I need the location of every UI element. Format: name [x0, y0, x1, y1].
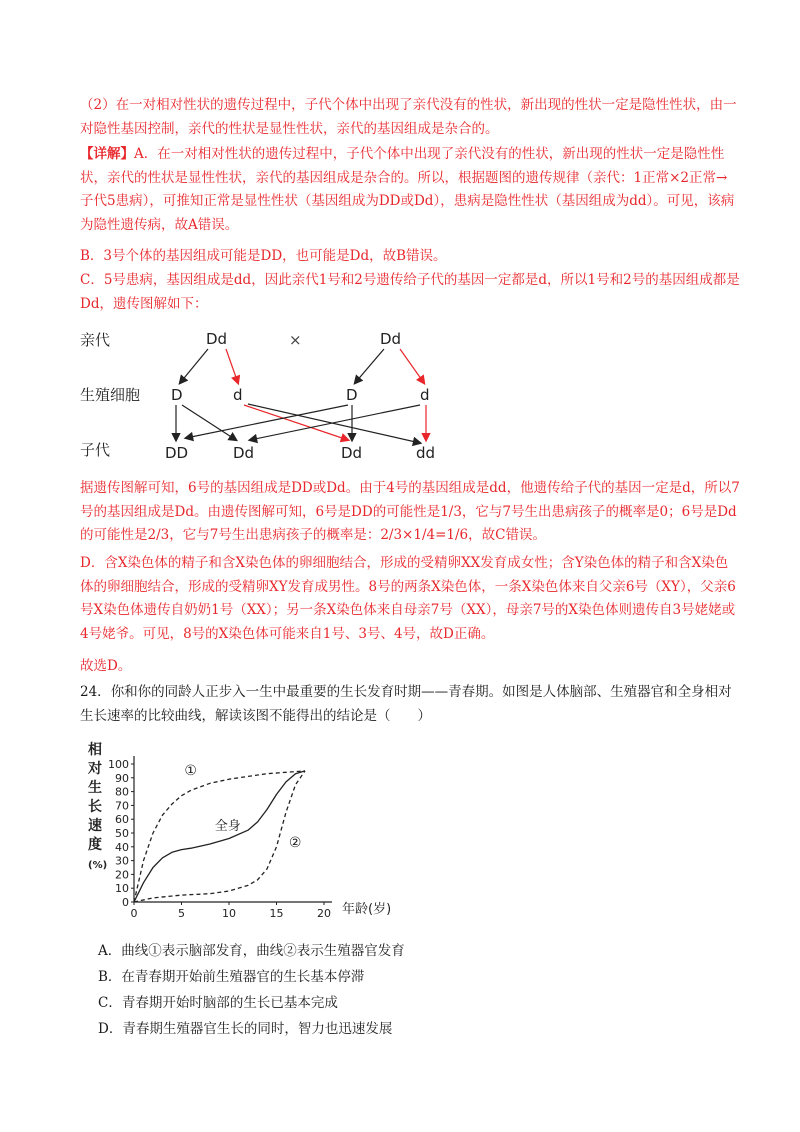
after-diagram-text: 据遗传图解可知，6号的基因组成是DD或Dd。由于4号的基因组成是dd，他遗传给子代的基因一定是d，所以7号的基因组成是Dd。由遗传图解可知，6号是DD的可能性是1/3，它与7号生出患病孩子的概率是0；6号是Dd的可能性是2/3，它与7号生出患病孩子的概率是：2/3×1/4=1/6，故C错误。: [80, 480, 740, 543]
genetic-cross-diagram: [0, 325, 800, 465]
final-choice: 故选D。: [80, 658, 132, 674]
child-DD: DD: [165, 444, 189, 462]
question-number: 24．: [80, 684, 111, 700]
label-parent-generation: 亲代: [80, 331, 111, 349]
y-tick-label: 90: [115, 771, 129, 785]
option-d: D．青春期生殖器官生长的同时，智力也迅速发展: [98, 1021, 393, 1037]
gamete-D-left: D: [171, 386, 183, 404]
y-tick-label: 100: [108, 758, 129, 771]
explanation-part2: （2）在一对相对性状的遗传过程中，子代个体中出现了亲代没有的性状，新出现的性状一定是隐性性状，由一对隐性基因控制，亲代的性状是显性性状，亲代的基因组成是杂合的。: [80, 97, 737, 137]
series-label-1: ①: [184, 763, 197, 780]
child-dd: dd: [416, 444, 436, 462]
parent-right-genotype: Dd: [380, 330, 402, 348]
option-b: B．在青春期开始前生殖器官的生长基本停滞: [98, 969, 365, 985]
parent-left-genotype: Dd: [206, 330, 228, 348]
detail-a-text: A．在一对相对性状的遗传过程中，子代个体中出现了亲代没有的性状，新出现的性状一定是隐性性状，亲代的性状是显性性状，亲代的基因组成是杂合的。所以，根据题图的遗传规律（亲代：1正常×2正常→子代5患病），可推知正常是显性性状（基因组成为DD或Dd），患病是隐性性状（基因组成为dd）。可见，该病为隐性遗传病，故A错误。: [80, 146, 735, 233]
x-tick-label: 10: [222, 907, 236, 920]
y-tick-label: 60: [115, 813, 129, 827]
option-a: A．曲线①表示脑部发育，曲线②表示生殖器官发育: [98, 943, 405, 959]
y-axis-label-char: 速: [88, 818, 102, 834]
arrow-left-parent-to-d: [226, 349, 238, 383]
question-24: [80, 681, 740, 728]
arrow-D-to-Dd: [182, 405, 236, 440]
gamete-d-right: d: [420, 386, 430, 404]
detail-d: D．含X染色体的精子和含X染色体的卵细胞结合，形成的受精卵XX发育成女性；含Y染色体的精子和含X染色体的卵细胞结合，形成的受精卵XY发育成男性。8号的两条X染色体，一条X染色体来自父亲6号（XY），父亲6号X染色体遗传自奶奶1号（XX）；另一条X染色体来自母亲7号（XX），母亲7号的X染色体则遗传自3号姥姥或4号姥爷。可见，8号的X染色体可能来自1号、3号、4号，故D正确。: [80, 555, 736, 642]
y-axis-label-char: 相: [88, 742, 102, 758]
arrow-right-parent-to-d: [400, 349, 424, 383]
child-Dd-2: Dd: [341, 444, 363, 462]
y-tick-label: 20: [115, 868, 129, 882]
x-tick-label: 0: [130, 907, 138, 920]
growth-rate-chart: [82, 738, 392, 928]
y-axis-label-char: (%): [88, 860, 108, 871]
detail-tag: 【详解】: [80, 146, 134, 162]
y-tick-label: 80: [115, 785, 129, 799]
cross-symbol: ×: [289, 331, 302, 349]
y-axis-label-char: 长: [88, 799, 102, 815]
label-gametes: 生殖细胞: [80, 386, 141, 404]
y-tick-label: 30: [115, 854, 129, 868]
y-axis-label-char: 对: [88, 761, 102, 777]
x-tick-label: 15: [269, 907, 284, 920]
question-text: 你和你的同龄人正步入一生中最重要的生长发育时期——青春期。如图是人体脑部、生殖器官和全身相对生长速率的比较曲线，解读该图不能得出的结论是（ ）: [80, 684, 732, 724]
child-Dd-1: Dd: [233, 444, 255, 462]
label-offspring: 子代: [80, 441, 111, 459]
detail-b: B．3号个体的基因组成可能是DD，也可能是Dd，故B错误。: [80, 248, 447, 264]
y-tick-label: 10: [115, 882, 129, 896]
gamete-D-right: D: [346, 386, 358, 404]
series-label-3: ②: [288, 834, 302, 851]
x-axis-label: 年龄(岁): [342, 902, 392, 917]
series-label-2: 全身: [214, 819, 241, 835]
detail-a: [80, 143, 740, 237]
x-tick-label: 5: [178, 907, 185, 920]
y-tick-label: 50: [115, 827, 129, 840]
y-tick-label: 70: [115, 799, 129, 813]
arrow-right-parent-to-D: [355, 349, 384, 383]
detail-c: C．5号患病，基因组成是dd，因此亲代1号和2号遗传给子代的基因一定都是d，所以1号和2号的基因组成都是Dd，遗传图解如下：: [80, 272, 740, 312]
y-tick-label: 40: [115, 840, 129, 854]
y-axis-label-char: 度: [88, 837, 102, 853]
y-tick-label: 0: [122, 896, 129, 909]
arrow-left-parent-to-D: [180, 349, 208, 383]
y-axis-label-char: 生: [88, 780, 102, 796]
gamete-d-left: d: [233, 386, 243, 404]
x-tick-label: 20: [317, 907, 331, 920]
option-c: C．青春期开始时脑部的生长已基本完成: [98, 995, 338, 1011]
